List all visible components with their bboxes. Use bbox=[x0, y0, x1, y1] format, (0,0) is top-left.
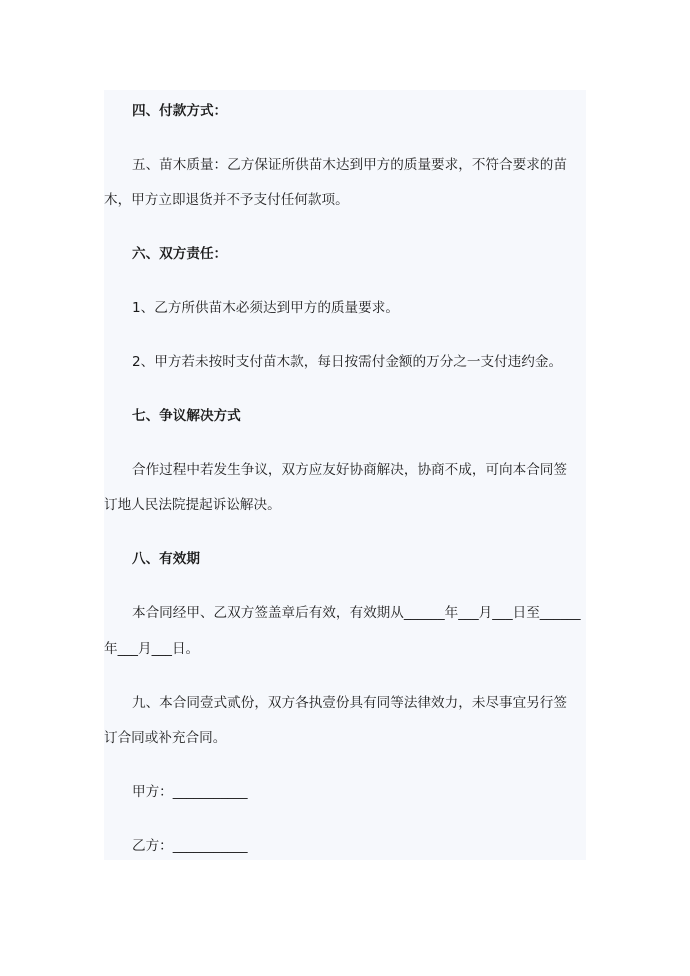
signature-party-a: 甲方：___________ bbox=[132, 784, 248, 800]
validity-paragraph-line-1: 本合同经甲、乙双方签盖章后有效，有效期从______年___月___日至______ bbox=[132, 605, 581, 621]
responsibility-item-2: 2、甲方若未按时支付苗木款，每日按需付金额的万分之一支付违约金。 bbox=[132, 354, 563, 370]
section-heading-validity: 八、有效期 bbox=[132, 551, 200, 567]
copies-paragraph-line-1: 九、本合同壹式贰份，双方各执壹份具有同等法律效力，未尽事宜另行签 bbox=[132, 695, 567, 711]
validity-paragraph-line-2: 年___月___日。 bbox=[104, 641, 200, 657]
responsibility-item-1: 1、乙方所供苗木必须达到甲方的质量要求。 bbox=[132, 300, 399, 316]
section-heading-responsibilities: 六、双方责任： bbox=[132, 246, 228, 262]
signature-party-b: 乙方：___________ bbox=[132, 838, 248, 854]
section-heading-payment: 四、付款方式： bbox=[132, 103, 228, 119]
copies-paragraph-line-2: 订合同或补充合同。 bbox=[104, 730, 227, 746]
section-heading-dispute: 七、争议解决方式 bbox=[132, 408, 241, 424]
quality-paragraph-line-1: 五、苗木质量：乙方保证所供苗木达到甲方的质量要求，不符合要求的苗 bbox=[132, 157, 567, 173]
quality-paragraph-line-2: 木，甲方立即退货并不予支付任何款项。 bbox=[104, 192, 349, 208]
dispute-paragraph-line-1: 合作过程中若发生争议，双方应友好协商解决，协商不成，可向本合同签 bbox=[132, 462, 567, 478]
dispute-paragraph-line-2: 订地人民法院提起诉讼解决。 bbox=[104, 497, 281, 513]
